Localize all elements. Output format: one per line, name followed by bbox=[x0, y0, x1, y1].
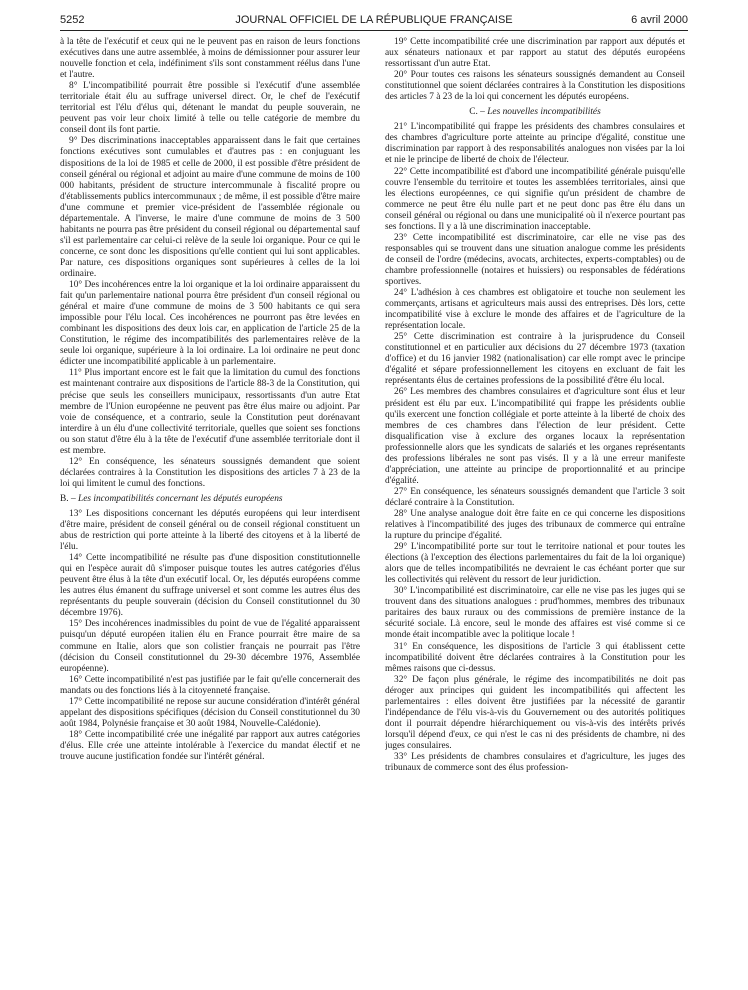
page-number: 5252 bbox=[60, 14, 85, 26]
paragraph: 29° L'incompatibilité porte sur tout le territoire national et pour toutes les élections (à l'exception des élections parlementaires du fait de la loi organique) alors que de telles incompatibilités ne devraient le cas échéant porter que sur les collectivités qui relèvent du ressort de leur juridiction. bbox=[385, 542, 685, 586]
section-title: Les nouvelles incompatibilités bbox=[487, 107, 601, 118]
paragraph: 10° Des incohérences entre la loi organique et la loi ordinaire apparaissent du fait qu'un parlementaire national pourra être président d'un conseil régional ou général et maire d'une commune de moins de 3 500 habitants ce qui sera impossible pour l'élu local. Ces incohérences ne pourront pas être levées en combinant les dispositions des deux lois car, en application de l'article 25 de la Constitution, le régime des incompatibilités des parlementaires relève de la seule loi organique, supérieure à la loi ordinaire. La loi ordinaire ne peut donc édicter une incompatibilité applicable à un parlementaire. bbox=[60, 280, 360, 368]
section-heading-c bbox=[385, 107, 685, 118]
paragraph: 14° Cette incompatibilité ne résulte pas d'une disposition constitutionnelle qui en l'espèce aurait dû s'imposer puisque toutes les autres catégories d'élus peuvent être élus à la tête d'un exécutif local. Or, les députés européens comme les autres élus émanent du suffrage universel et sont comme les autres élus des représentants du peuple souverain (décision du Conseil constitutionnel du 30 décembre 1976). bbox=[60, 553, 360, 619]
paragraph: 30° L'incompatibilité est discriminatoire, car elle ne vise pas les juges qui se trouvent dans des situations analogues : prud'hommes, membres des tribunaux paritaires des baux ruraux ou des commissions de première instance de la sécurité sociale. Là encore, seul le monde des affaires est visé comme si ce monde était incompatible avec la politique locale ! bbox=[385, 586, 685, 641]
section-heading-b bbox=[60, 494, 360, 505]
paragraph: 13° Les dispositions concernant les députés européens qui leur interdisent d'être maire, président de conseil général ou de conseil régional constituent un abus de restriction qui porte atteinte à la liberté des citoyens et à la liberté de l'élu. bbox=[60, 508, 360, 553]
paragraph: 26° Les membres des chambres consulaires et d'agriculture sont élus et leur président est élu par eux. L'incompatibilité qui frappe les présidents oublie qu'ils exercent une fonction collégiale et porte atteinte à la liberté de choix des membres de ces chambres dans l'élection de leur président. Cette disqualification vise à exclure des organes locaux la représentation professionnelle alors que les syndicats de salariés et les organes représentants des professions libérales ne sont pas visés. Il y a là une erreur manifeste d'appréciation, une atteinte au principe de proportionnalité et au principe d'égalité. bbox=[385, 387, 685, 486]
paragraph: 32° De façon plus générale, le régime des incompatibilités ne doit pas déroger aux principes qui guident les incompatibilités qui affectent les parlementaires : elles doivent être justifiées par la nécessité de garantir l'indépendance de l'élu vis-à-vis du Gouvernement ou des autorités politiques dont il pourrait dépendre hiérarchiquement ou vis-à-vis des intérêts privés lorsqu'il dépend d'eux, ce qui n'est le cas ni des présidents de chambre, ni des juges consulaires. bbox=[385, 674, 685, 751]
paragraph: 19° Cette incompatibilité crée une discrimination par rapport aux députés et aux sénateurs nationaux et par rapport au statut des députés européens ressortissant d'un autre Etat. bbox=[385, 37, 685, 70]
paragraph: 24° L'adhésion à ces chambres est obligatoire et touche non seulement les commerçants, artisans et agriculteurs mais aussi des entreprises. Dès lors, cette incompatibilité vise à exclure le monde des affaires et de l'agriculture de la représentation locale. bbox=[385, 288, 685, 332]
paragraph: 33° Les présidents de chambres consulaires et d'agriculture, les juges des tribunaux de commerce sont des élus profession- bbox=[385, 752, 685, 774]
section-label: B. – bbox=[60, 493, 76, 504]
paragraph: 18° Cette incompatibilité crée une inégalité par rapport aux autres catégories d'élus. Elle crée une atteinte intolérable à l'exercice du mandat électif et ne trouve aucune justification fondée sur l'intérêt général. bbox=[60, 729, 360, 762]
publication-date: 6 avril 2000 bbox=[631, 14, 688, 26]
paragraph: 21° L'incompatibilité qui frappe les présidents des chambres consulaires et des chambres d'agriculture porte atteinte au principe d'égalité, constitue une discrimination par rapport à des responsabilités analogues non visées par la loi et nie le principe de liberté de choix de l'électeur. bbox=[385, 122, 685, 166]
paragraph: 16° Cette incompatibilité n'est pas justifiée par le fait qu'elle concernerait des mandats ou des fonctions liés à la citoyenneté française. bbox=[60, 674, 360, 696]
paragraph: 31° En conséquence, les dispositions de l'article 3 qui établissent cette incompatibilité doivent être déclarées contraires à la Constitution pour les mêmes raisons que ci-dessus. bbox=[385, 641, 685, 674]
header-rule bbox=[60, 30, 688, 31]
section-label: C. – bbox=[469, 107, 485, 118]
paragraph: 25° Cette discrimination est contraire à la jurisprudence du Conseil constitutionnel et en particulier aux décisions du 27 décembre 1973 (taxation d'office) et du 16 janvier 1982 (nationalisation) car elle rompt avec le principe d'égalité et sépare professionnellement les citoyens en excluant de fait les représentants élus de certaines professions de la possibilité d'être élu local. bbox=[385, 332, 685, 387]
left-column bbox=[60, 37, 360, 985]
right-column bbox=[385, 37, 685, 985]
paragraph: 22° Cette incompatibilité est d'abord une incompatibilité générale puisqu'elle couvre l'ensemble du territoire et toutes les assemblées territoriales, ainsi que les élections européennes, ce qui signifie qu'un président de chambre de commerce ne peut être élu nulle part et ne peut donc pas être élu dans un conseil général ou régional ou dans une municipalité où il n'exerce pourtant pas ses fonctions. Il y a là une discrimination inacceptable. bbox=[385, 166, 685, 232]
paragraph: 15° Des incohérences inadmissibles du point de vue de l'égalité apparaissent puisqu'un député européen italien élu en France pourrait être maire de sa commune en Italie, alors que son colistier français ne pourrait pas l'être (décision du Conseil constitutionnel du 29-30 décembre 1976, Assemblée européenne). bbox=[60, 619, 360, 674]
paragraph: 17° Cette incompatibilité ne repose sur aucune considération d'intérêt général appelant des dispositions spécifiques (décision du Conseil constitutionnel du 30 août 1984, Polynésie française et 30 août 1984, Nouvelle-Calédonie). bbox=[60, 696, 360, 729]
paragraph: 9° Des discriminations inacceptables apparaissent dans le fait que certaines fonctions exécutives sont cumulables et d'autres pas : en conjuguant les dispositions de la loi de 1985 et celle de 2000, il est possible d'être président de conseil général ou régional et adjoint au maire d'une commune de moins de 100 000 habitants, président de structure intercommunale à fiscalité propre ou d'établissements publics intercommunaux ; de même, il est possible d'être maire d'une commune et premier vice-président de l'assemblée régionale ou départementale. A l'inverse, le maire d'une commune de moins de 3 500 habitants ne pourra pas être président du conseil régional ou départemental sauf s'il est parlementaire car celui-ci relève de la seule loi organique. Pour ce qui le concerne, ce sont donc les dispositions qu'elle contient qui lui sont applicables. Par nature, ces dispositions organiques sont supérieures à celles de la loi ordinaire. bbox=[60, 136, 360, 279]
journal-title: JOURNAL OFFICIEL DE LA RÉPUBLIQUE FRANÇAISE bbox=[235, 14, 513, 26]
paragraph: 12° En conséquence, les sénateurs soussignés demandent que soient déclarées contraires à la Constitution les dispositions des articles 7 à 23 de la loi qui limitent le cumul des fonctions. bbox=[60, 456, 360, 489]
paragraph: à la tête de l'exécutif et ceux qui ne le peuvent pas en raison de leurs fonctions exécutives dans une autre assemblée, à moins de démissionner pour assurer leur nouvelle fonction et cela, indéfiniment s'ils sont constamment réélus dans l'une et l'autre. bbox=[60, 37, 360, 81]
paragraph: 8° L'incompatibilité pourrait être possible si l'exécutif d'une assemblée territoriale était élu au suffrage universel direct. Or, le chef de l'exécutif territorial est l'élu d'élus qui, détenant le mandat du peuple souverain, ne peuvent pas voir leur choix limité à telle ou telle catégorie de membre du conseil dont ils font partie. bbox=[60, 81, 360, 136]
paragraph: 28° Une analyse analogue doit être faite en ce qui concerne les dispositions relatives à l'incompatibilité des juges des tribunaux de commerce qui entraîne la rupture du principe d'égalité. bbox=[385, 508, 685, 542]
paragraph: 27° En conséquence, les sénateurs soussignés demandent que l'article 3 soit déclaré contraire à la Constitution. bbox=[385, 486, 685, 508]
paragraph: 23° Cette incompatibilité est discriminatoire, car elle ne vise pas des responsables qui se trouvent dans une situation analogue comme les présidents de conseil de l'ordre (médecins, avocats, architectes, experts-comptables) ou de chambre professionnelle (notaires et huissiers) ou responsables de fédérations sportives. bbox=[385, 232, 685, 287]
section-title: Les incompatibilités concernant les députés européens bbox=[77, 493, 283, 504]
paragraph: 11° Plus important encore est le fait que la limitation du cumul des fonctions est maintenant contraire aux dispositions de l'article 88-3 de la Constitution, qui précise que seuls les conseillers municipaux, ressortissants d'un autre Etat membre de l'Union européenne ne peuvent pas être élus maire ou adjoint. Par voie de conséquence, et a contrario, seule la Constitution peut dorénavant interdire à un élu d'une collectivité territoriale, quelles que soient ses fonctions ou son statut d'être élu à la tête de l'exécutif d'une assemblée territoriale dont il est membre. bbox=[60, 368, 360, 456]
paragraph: 20° Pour toutes ces raisons les sénateurs soussignés demandent au Conseil constitutionnel que soient déclarées contraires à la Constitution les dispositions des articles 7 à 23 de la loi qui concernent les députés européens. bbox=[385, 70, 685, 103]
